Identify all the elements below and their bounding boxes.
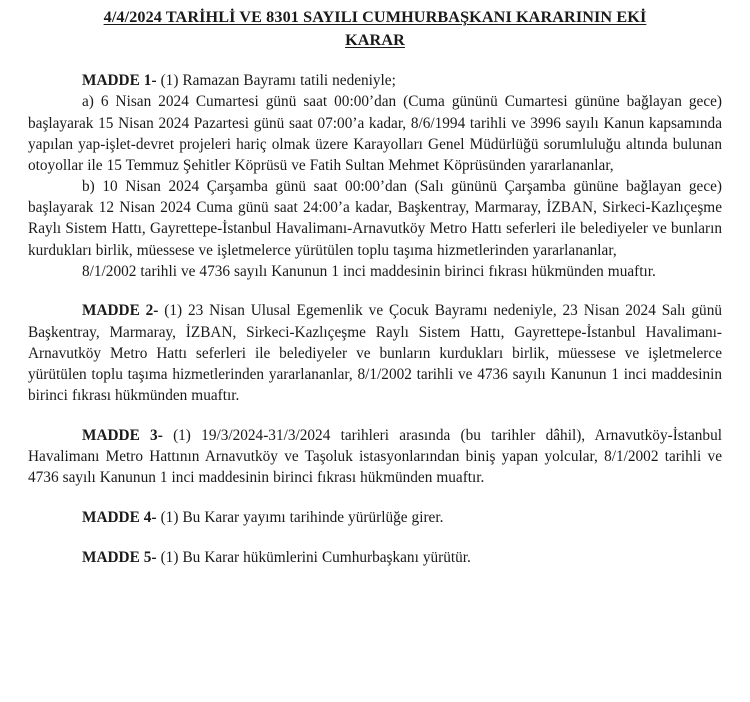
paragraph-text-m1-closing: 8/1/2002 tarihli ve 4736 sayılı Kanunun 1 inci maddesinin birinci fıkrası hükmünden muaftır. (82, 262, 656, 280)
paragraph-m1-closing (28, 261, 722, 282)
article-madde-4 (28, 507, 722, 528)
article-label-1: MADDE 1- (82, 72, 157, 90)
article-label-2: MADDE 2- (82, 302, 159, 320)
title-line-secondary: KARAR (345, 31, 405, 50)
paragraph-text-m2: (1) 23 Nisan Ulusal Egemenlik ve Çocuk Bayramı nedeniyle, 23 Nisan 2024 Salı günü Başkentray, Marmaray, İZBAN, Sirkeci-Kazlıçeşme Raylı Sistem Hattı, Gayrettepe-İstanbul Havalimanı-Arnavutköy Metro Hattı seferleri ile belediyeler ve bunların kurdukları birlik, müessese ve işletmelerce yürütülen toplu taşıma hizmetlerinden yararlananlar, 8/1/2002 tarihli ve 4736 sayılı Kanunun 1 inci maddesinin birinci fıkrası hükmünden muaftır. (28, 302, 722, 405)
paragraph-m1-intro (28, 70, 722, 91)
paragraph-text-m4: (1) Bu Karar yayımı tarihinde yürürlüğe girer. (156, 508, 444, 526)
document-body (28, 70, 722, 567)
paragraph-m4-body (28, 507, 722, 528)
article-madde-1 (28, 70, 722, 282)
article-label-5: MADDE 5- (82, 548, 157, 566)
paragraph-m1-a (28, 91, 722, 176)
article-madde-5 (28, 547, 722, 568)
paragraph-text-m3: (1) 19/3/2024-31/3/2024 tarihleri arasında (bu tarihler dâhil), Arnavutköy-İstanbul Havalimanı Metro Hattının Arnavutköy ve Taşoluk istasyonlarından biniş yapan yolcular, 8/1/2002 tarihli ve 4736 sayılı Kanunun 1 inci maddesinin birinci fıkrası hükmünden muaftır. (28, 426, 722, 487)
article-label-3: MADDE 3- (82, 426, 163, 444)
page-title (0, 0, 750, 52)
paragraph-text-m1-a: a) 6 Nisan 2024 Cumartesi günü saat 00:00’dan (Cuma gününü Cumartesi gününe bağlayan gece) başlayarak 15 Nisan 2024 Pazartesi günü saat 07:00’a kadar, 8/6/1994 tarihli ve 3996 sayılı Kanun kapsamında yapılan yap-işlet-devret projeleri hariç olmak üzere Karayolları Genel Müdürlüğü sorumluluğu altında bulunan otoyollar ile 15 Temmuz Şehitler Köprüsü ve Fatih Sultan Mehmet Köprüsünden yararlananlar, (28, 93, 722, 174)
paragraph-text-m1-b: b) 10 Nisan 2024 Çarşamba günü saat 00:00’dan (Salı gününü Çarşamba gününe bağlayan gece) başlayarak 12 Nisan 2024 Cuma günü saat 24:00’a kadar, Başkentray, Marmaray, İZBAN, Sirkeci-Kazlıçeşme Raylı Sistem Hattı, Gayrettepe-İstanbul Havalimanı-Arnavutköy Metro Hattı seferleri ile belediyeler ve bunların kurdukları birlik, müessese ve işletmelerce yürütülen toplu taşıma hizmetlerinden yararlananlar, (28, 178, 722, 259)
title-line-secondary-wrap (0, 30, 750, 51)
paragraph-m1-b (28, 176, 722, 261)
paragraph-m2-body (28, 300, 722, 406)
title-line-primary: 4/4/2024 TARİHLİ VE 8301 SAYILI CUMHURBAŞKANI KARARININ EKİ (103, 8, 647, 26)
paragraph-m5-body (28, 547, 722, 568)
article-madde-3 (28, 425, 722, 489)
paragraph-text-m5: (1) Bu Karar hükümlerini Cumhurbaşkanı yürütür. (156, 548, 471, 566)
paragraph-m3-body (28, 425, 722, 489)
article-madde-2 (28, 300, 722, 406)
paragraph-text-m1-intro: (1) Ramazan Bayramı tatili nedeniyle; (156, 72, 396, 90)
article-label-4: MADDE 4- (82, 508, 157, 526)
